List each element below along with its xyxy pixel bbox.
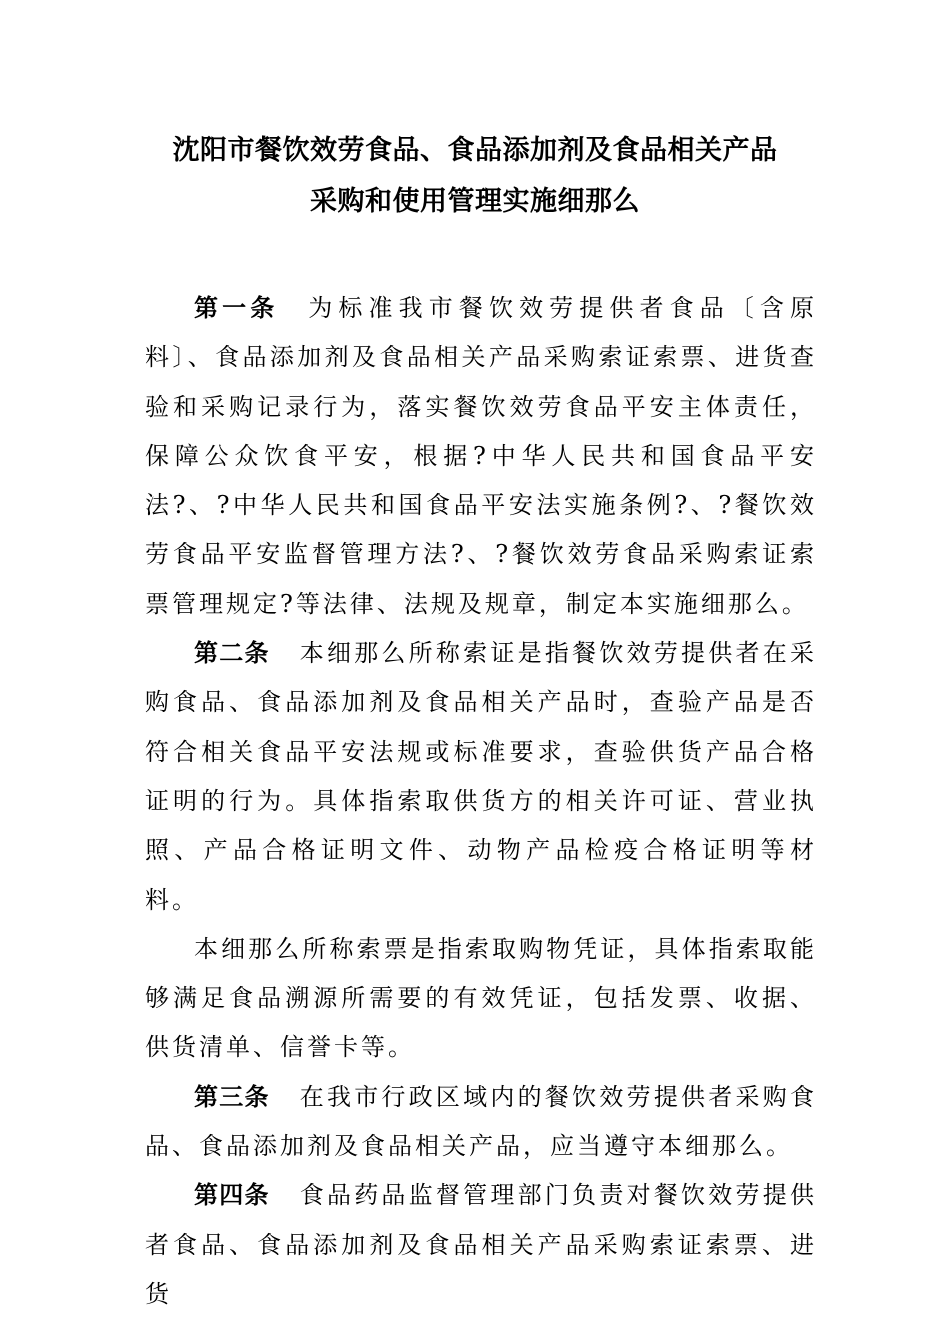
article-number: 第二条 [194, 639, 270, 668]
paragraph-text: 本细那么所称索票是指索取购物凭证，具体指索取能够满足食品溯源所需要的有效凭证，包括发票、收据、供货清单、信誉卡等。 [145, 934, 817, 1062]
article-number: 第一条 [194, 294, 279, 322]
paragraph-text: 在我市行政区域内的餐饮效劳提供者采购食品、食品添加剂及食品相关产品，应当遵守本细那么。 [145, 1082, 818, 1161]
paragraph-text: 本细那么所称索证是指餐饮效劳提供者在采购食品、食品添加剂及食品相关产品时，查验产品是否符合相关食品平安法规或标准要求，查验供货产品合格证明的行为。具体指索取供货方的相关许可证、营业执照、产品合格证明文件、动物产品检疫合格证明等材料。 [145, 639, 818, 914]
document-body [145, 284, 817, 1319]
article-number: 第四条 [194, 1181, 270, 1210]
paragraph-article-4 [145, 1171, 817, 1319]
document-title-line-1: 沈阳市餐饮效劳食品、食品添加剂及食品相关产品 [172, 135, 778, 166]
paragraph-article-1 [145, 284, 817, 629]
paragraph-text: 食品药品监督管理部门负责对餐饮效劳提供者食品、食品添加剂及食品相关产品采购索证索票、进货 [145, 1181, 818, 1308]
paragraph-article-3 [145, 1073, 817, 1172]
article-number: 第三条 [194, 1082, 270, 1111]
paragraph-article-2-continued [145, 925, 817, 1073]
paragraph-text: 为标准我市餐饮效劳提供者食品〔含原料〕、食品添加剂及食品相关产品采购索证索票、进货查验和采购记录行为，落实餐饮效劳食品平安主体责任，保障公众饮食平安，根据?中华人民共和国食品平安法?、?中华人民共和国食品平安法实施条例?、?餐饮效劳食品平安监督管理方法?、?餐饮效劳食品采购索证索票管理规定?等法律、法规及规章，制定本实施细那么。 [145, 294, 818, 618]
paragraph-article-2 [145, 629, 817, 925]
document-title-line-2: 采购和使用管理实施细那么 [310, 186, 640, 217]
